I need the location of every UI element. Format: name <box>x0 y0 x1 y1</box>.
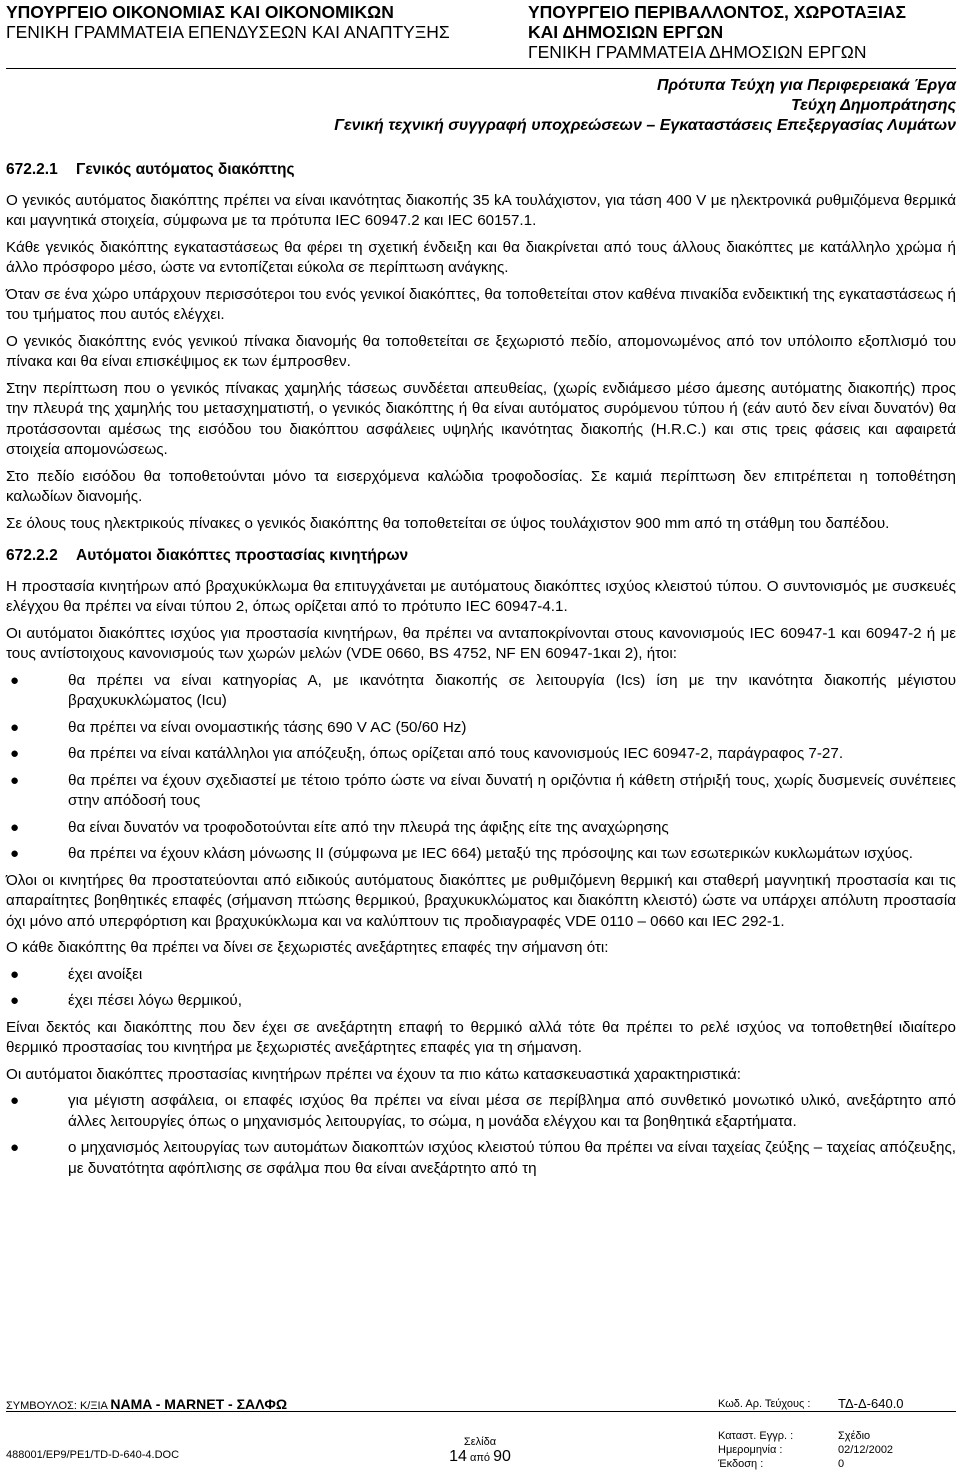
page-total: 90 <box>493 1448 511 1465</box>
page-number: 14 <box>449 1448 467 1465</box>
ministry-environment-line2: ΚΑΙ ΔΗΜΟΣΙΩΝ ΕΡΓΩΝ <box>528 22 724 42</box>
doc-filename: 488001/ΕΡ9/ΡΕ1/TD-D-640-4.DOC <box>6 1449 180 1461</box>
section-number: 672.2.2 <box>6 547 58 564</box>
paragraph: Όταν σε ένα χώρο υπάρχουν περισσότεροι του ενός γενικοί διακόπτες, θα τοποθετείται στον καθένα πινακίδα ενδεικτική της εγκαταστάσεως ή του τμήματος που αυτός ελέγχει. <box>6 285 956 323</box>
bullet-icon: ● <box>10 1092 20 1109</box>
bullet-icon: ● <box>10 992 20 1009</box>
bullet-icon: ● <box>10 671 20 689</box>
paragraph: Στο πεδίο εισόδου θα τοποθετούνται μόνο τα εισερχόμενα καλώδια τροφοδοσίας. Σε καμιά περίπτωση δεν επιτρέπεται η τοποθέτηση καλωδίων διανομής. <box>6 467 956 505</box>
secretariat-public-works: ΓΕΝΙΚΗ ΓΡΑΜΜΑΤΕΙΑ ΔΗΜΟΣΙΩΝ ΕΡΓΩΝ <box>528 42 867 62</box>
kat-label: Καταστ. Εγγρ. : <box>718 1430 794 1442</box>
section-number: 672.2.1 <box>6 161 58 178</box>
paragraph: Ο κάθε διακόπτης θα πρέπει να δίνει σε ξεχωριστές ανεξάρτητες επαφές την σήμανση ότι: <box>6 939 609 956</box>
bullet-icon: ● <box>10 771 20 789</box>
header-divider <box>6 68 956 69</box>
bullet-icon: ● <box>10 845 20 862</box>
paragraph: Είναι δεκτός και διακόπτης που δεν έχει σε ανεξάρτητη επαφή το θερμικό αλλά τότε θα πρέπει το ρελέ ισχύος να τοποθετηθεί ιδιαίτερο θερμικό προστασίας του κινητήρα με ξεχωριστές ανεξάρτητες επαφές για τη σήμανση. <box>6 1018 956 1056</box>
paragraph: Η προστασία κινητήρων από βραχυκύκλωμα θα επιτυγχάνεται με αυτόματους διακόπτες ισχύος κλειστού τύπου. Ο συντονισμός με συσκευές ελέγχου θα πρέπει να είναι τύπου 2, όπως ορίζεται από το πρότυπο IEC 60947-4.1. <box>6 577 956 615</box>
list-item: ● θα πρέπει να είναι κατηγορίας Α, με ικανότητα διακοπής σε λειτουργία (Ics) ίση με την ικανότητα διακοπής μέγιστου βραχυκυκλώματος (Icu) <box>10 671 956 709</box>
list-item: ● θα είναι δυνατόν να τροφοδοτούνται είτε από την πλευρά της άφιξης είτε της αναχώρησης <box>6 818 956 839</box>
page-indicator <box>430 1436 530 1466</box>
list-item: ● θα πρέπει να είναι κατάλληλοι για απόζευξη, όπως ορίζεται από τους κανονισμούς IEC 60947-2, παράγραφος 7-27. <box>6 744 956 765</box>
advisor-name: NAMA - MARNET - ΣΑΛΦΩ <box>110 1396 288 1412</box>
date-value: 02/12/2002 <box>838 1444 894 1456</box>
paragraph: Στην περίπτωση που ο γενικός πίνακας χαμηλής τάσεως συνδέεται απευθείας, (χωρίς ενδιάμεσο μέσο άμεσης αυτόματης διακοπής) προς την πλευρά της χαμηλής του μετασχηματιστή, ο γενικός διακόπτης ή θα είναι αυτόματος συρόμενου τύπου ή (εάν αυτό δεν είναι δυνατόν) θα προτάσσονται αμέσως της εισόδου του διακόπτου ασφάλειες υψηλής ικανότητας διακοπής (H.R.C.) και στις τρεις φάσεις και αφαιρετά στοιχεία απομονώσεως. <box>6 379 956 458</box>
ministry-economy: ΥΠΟΥΡΓΕΙΟ ΟΙΚΟΝΟΜΙΑΣ ΚΑΙ ΟΙΚΟΝΟΜΙΚΩΝ <box>6 2 394 22</box>
section-heading-1 <box>6 160 956 181</box>
footer-advisor <box>6 1396 287 1412</box>
paragraph: Κάθε γενικός διακόπτης εγκαταστάσεως θα φέρει τη σχετική ένδειξη και θα διακρίνεται από τους άλλους διακόπτες με κατάλληλο χρώμα ή άλλο πρόσφορο μέσο, ώστε να εντοπίζεται εύκολα σε περίπτωση ανάγκης. <box>6 238 956 276</box>
header-left <box>6 2 476 42</box>
list-item: ● θα πρέπει να έχουν σχεδιαστεί με τέτοιο τρόπο ώστε να είναι δυνατή η οριζόντια ή κάθετη στήριξή τους, χωρίς δυσμενείς συνέπειες στην απόδοσή τους <box>10 771 956 809</box>
page-label: Σελίδα <box>463 1436 497 1448</box>
subtitle-line3: Γενική τεχνική συγγραφή υποχρεώσεων – Εγκαταστάσεις Επεξεργασίας Λυμάτων <box>334 117 956 134</box>
paragraph: Οι αυτόματοι διακόπτες προστασίας κινητήρων πρέπει να έχουν τα πιο κάτω κατασκευαστικά χαρακτηριστικά: <box>6 1065 741 1083</box>
list-item: ● έχει πέσει λόγω θερμικού, <box>6 991 956 1012</box>
bullet-icon: ● <box>10 718 20 736</box>
secretariat-investment: ΓΕΝΙΚΗ ΓΡΑΜΜΑΤΕΙΑ ΕΠΕΝΔΥΣΕΩΝ ΚΑΙ ΑΝΑΠΤΥΞΗΣ <box>6 22 450 42</box>
page-of: από <box>469 1452 491 1464</box>
bullet-icon: ● <box>10 965 20 983</box>
paragraph: Ο γενικός διακόπτης ενός γενικού πίνακα διανομής θα τοποθετείται σε ξεχωριστό πεδίο, απομονωμένος από τον υπόλοιπο εξοπλισμό του πίνακα και θα είναι επισκέψιμος εκ των έμπροσθεν. <box>6 332 956 370</box>
document-body <box>6 160 956 1185</box>
ministry-environment: ΥΠΟΥΡΓΕΙΟ ΠΕΡΙΒΑΛΛΟΝΤΟΣ, ΧΩΡΟΤΑΞΙΑΣ <box>528 2 907 22</box>
code-label: Κωδ. Αρ. Τεύχους : <box>718 1398 811 1410</box>
kat-value: Σχέδιο <box>838 1430 871 1442</box>
section-heading-2 <box>6 546 956 567</box>
code-value: ΤΔ-Δ-640.0 <box>838 1396 904 1411</box>
section-title: Αυτόματοι διακόπτες προστασίας κινητήρων <box>76 547 409 564</box>
paragraph: Οι αυτόματοι διακόπτες ισχύος για προστασία κινητήρων, θα πρέπει να ανταποκρίνονται στους κανονισμούς IEC 60947-1 και 60947-2 ή με τους αντίστοιχους κανονισμούς των χωρών μελών (VDE 0660, BS 4752, NF EN 60947-1και 2), ήτοι: <box>6 624 956 662</box>
list-item: ● για μέγιστη ασφάλεια, οι επαφές ισχύος θα πρέπει να είναι μέσα σε περίβλημα από συνθετικό μονωτικό υλικό, ανεξάρτητο από άλλες λειτουργίες όπως ο μηχανισμός λειτουργίας, το σώμα, η μονάδα ελέγχου και τα βοηθητικά εξαρτήματα. <box>10 1092 956 1130</box>
bullet-icon: ● <box>10 818 20 836</box>
edition-label: Έκδοση : <box>718 1458 764 1470</box>
construction-list <box>6 1091 956 1179</box>
list-item: ● θα πρέπει να είναι ονομαστικής τάσης 690 V AC (50/60 Hz) <box>6 718 956 739</box>
advisor-label: ΣΥΜΒΟΥΛΟΣ: Κ/ΞΙΑ <box>6 1400 108 1412</box>
signal-list <box>6 965 956 1012</box>
bullet-icon: ● <box>10 1139 20 1156</box>
subtitle-line2: Τεύχη Δημοπράτησης <box>790 97 956 114</box>
bullet-icon: ● <box>10 745 20 762</box>
subtitle-line1: Πρότυπα Τεύχη για Περιφερειακά Έργα <box>656 77 956 94</box>
header-right <box>528 2 958 62</box>
paragraph: Ο γενικός αυτόματος διακόπτης πρέπει να είναι ικανότητας διακοπής 35 kA τουλάχιστον, για τάση 400 V με ηλεκτρονικά ρυθμιζόμενα θερμικά και μαγνητικά στοιχεία, σύμφωνα με τα πρότυπα IEC 60947.2 και IEC 60157.1. <box>6 191 956 229</box>
list-item: ● ο μηχανισμός λειτουργίας των αυτομάτων διακοπτών ισχύος κλειστού τύπου θα πρέπει να είναι ταχείας ζεύξης – ταχείας απόζευξης, με δυνατότητα αφόπλισης σε σφάλμα που θα είναι ανεξάρτητο από τη <box>10 1139 956 1177</box>
document-subtitle <box>334 76 956 136</box>
edition-value: 0 <box>838 1458 845 1470</box>
date-label: Ημερομηνία : <box>718 1444 783 1456</box>
list-item: ● θα πρέπει να έχουν κλάση μόνωσης II (σύμφωνα με IEC 664) μεταξύ της πρόσοψης και των εσωτερικών κυκλωμάτων ισχύος. <box>6 844 956 865</box>
requirements-list <box>6 671 956 865</box>
paragraph: Σε όλους τους ηλεκτρικούς πίνακες ο γενικός διακόπτης θα τοποθετείται σε ύψος τουλάχιστον 900 mm από τη στάθμη του δαπέδου. <box>6 514 890 532</box>
section-title: Γενικός αυτόματος διακόπτης <box>76 161 295 178</box>
paragraph: Όλοι οι κινητήρες θα προστατεύονται από ειδικούς αυτόματους διακόπτες με ρυθμιζόμενη θερμική και σταθερή μαγνητική προστασία και τις απαραίτητες βοηθητικές επαφές (σήμανση πτώσης θερμικού, βραχυκυκλώματος και διακόπτη κλειστό) ώστε να υπάρχει απόλυτη προστασία όχι μόνο από υπερφόρτιση και βραχυκύκλωμα και να καλύπτουν τις προδιαγραφές VDE 0110 – 0660 και IEC 292-1. <box>6 871 956 930</box>
list-item: ● έχει ανοίξει <box>6 965 956 986</box>
